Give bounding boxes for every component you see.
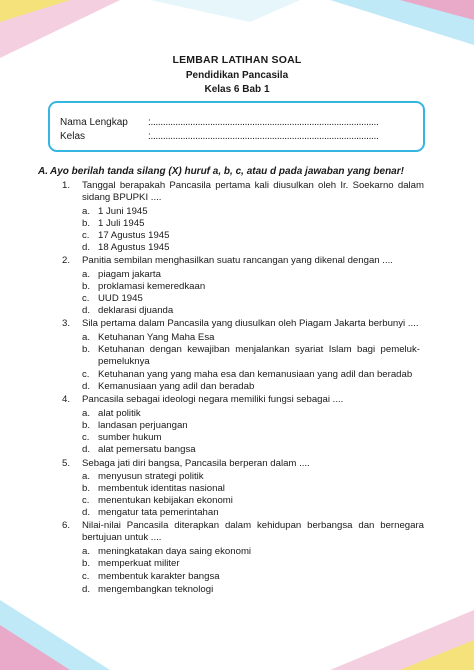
- option-text: mengembangkan teknologi: [98, 584, 214, 595]
- option-text: alat pemersatu bangsa: [98, 444, 196, 455]
- option-letter: d.: [82, 381, 91, 392]
- instruction-text: Ayo berilah tanda silang (X) huruf a, b, c, atau d pada jawaban yang benar!: [50, 166, 404, 177]
- option-letter: d.: [82, 242, 91, 253]
- option-letter: a.: [82, 408, 91, 419]
- option-letter: b.: [82, 420, 91, 431]
- option-letter: b.: [82, 281, 91, 292]
- option-text: Ketuhanan dengan kewajiban menjalankan syariat Islam bagi pemeluk-pemeluknya: [98, 344, 420, 367]
- option-text: menyusun strategi politik: [98, 471, 204, 482]
- option-text: UUD 1945: [98, 293, 143, 304]
- option-text: piagam jakarta: [98, 269, 161, 280]
- question-text: Sebaga jati diri bangsa, Pancasila berperan dalam ....: [82, 458, 310, 469]
- class-field[interactable]: :............................................................................................: [148, 131, 379, 142]
- option-letter: c.: [82, 495, 90, 506]
- question-number: 5.: [62, 458, 71, 469]
- option-letter: b.: [82, 483, 91, 494]
- subject-title: Pendidikan Pancasila: [185, 70, 289, 81]
- question-text: Sila pertama dalam Pancasila yang diusulkan oleh Piagam Jakarta berbunyi ....: [82, 318, 419, 329]
- worksheet-title: LEMBAR LATIHAN SOAL: [172, 54, 302, 66]
- option-text: memperkuat militer: [98, 558, 180, 569]
- question-number: 1.: [62, 180, 71, 191]
- option-text: Ketuhanan yang yang maha esa dan kemanusiaan yang adil dan beradab: [98, 369, 413, 380]
- option-text: proklamasi kemeredkaan: [98, 281, 206, 292]
- option-letter: c.: [82, 432, 90, 443]
- option-letter: b.: [82, 344, 91, 355]
- option-text: sumber hukum: [98, 432, 162, 443]
- option-letter: a.: [82, 546, 91, 557]
- question-text: Panitia sembilan menghasilkan suatu rancangan yang dikenal dengan ....: [82, 255, 393, 266]
- option-letter: c.: [82, 293, 90, 304]
- option-text: 1 Juli 1945: [98, 218, 145, 229]
- option-letter: d.: [82, 507, 91, 518]
- option-letter: a.: [82, 471, 91, 482]
- option-text: meningkatakan daya saing ekonomi: [98, 546, 252, 557]
- option-text: membentuk karakter bangsa: [98, 571, 220, 582]
- section-label: A.: [38, 166, 48, 177]
- option-text: Kemanusiaan yang adil dan beradab: [98, 381, 255, 392]
- name-label: Nama Lengkap: [60, 117, 128, 128]
- question-text: Pancasila sebagai ideologi negara memiliki fungsi sebagai ....: [82, 394, 344, 405]
- option-text: mengatur tata pemerintahan: [98, 507, 219, 518]
- student-identity-box: [48, 101, 425, 152]
- option-letter: a.: [82, 269, 91, 280]
- option-letter: d.: [82, 444, 91, 455]
- question-number: 3.: [62, 318, 71, 329]
- question-number: 4.: [62, 394, 71, 405]
- option-text: membentuk identitas nasional: [98, 483, 225, 494]
- option-letter: c.: [82, 369, 90, 380]
- option-text: 1 Juni 1945: [98, 206, 148, 217]
- class-label: Kelas: [60, 131, 86, 142]
- option-text: Ketuhanan Yang Maha Esa: [98, 332, 215, 343]
- option-text: menentukan kebijakan ekonomi: [98, 495, 233, 506]
- option-letter: d.: [82, 584, 91, 595]
- grade-chapter-title: Kelas 6 Bab 1: [204, 84, 270, 95]
- question-number: 2.: [62, 255, 71, 266]
- question-number: 6.: [62, 520, 71, 531]
- question-text: Nilai-nilai Pancasila diterapkan dalam kehidupan berbangsa dan bernegara bertujuan untuk ....: [82, 520, 424, 543]
- option-letter: d.: [82, 305, 91, 316]
- option-letter: b.: [82, 558, 91, 569]
- option-text: landasan perjuangan: [98, 420, 188, 431]
- option-letter: c.: [82, 230, 90, 241]
- option-letter: b.: [82, 218, 91, 229]
- question-text: Tanggal berapakah Pancasila pertama kali diusulkan oleh Ir. Soekarno dalam sidang BPUPKI ....: [82, 180, 424, 203]
- option-letter: a.: [82, 206, 91, 217]
- option-text: 17 Agustus 1945: [98, 230, 170, 241]
- option-text: alat politik: [98, 408, 141, 419]
- name-field[interactable]: :............................................................................................: [148, 117, 379, 128]
- option-letter: a.: [82, 332, 91, 343]
- option-text: 18 Agustus 1945: [98, 242, 170, 253]
- option-text: deklarasi djuanda: [98, 305, 174, 316]
- option-letter: c.: [82, 571, 90, 582]
